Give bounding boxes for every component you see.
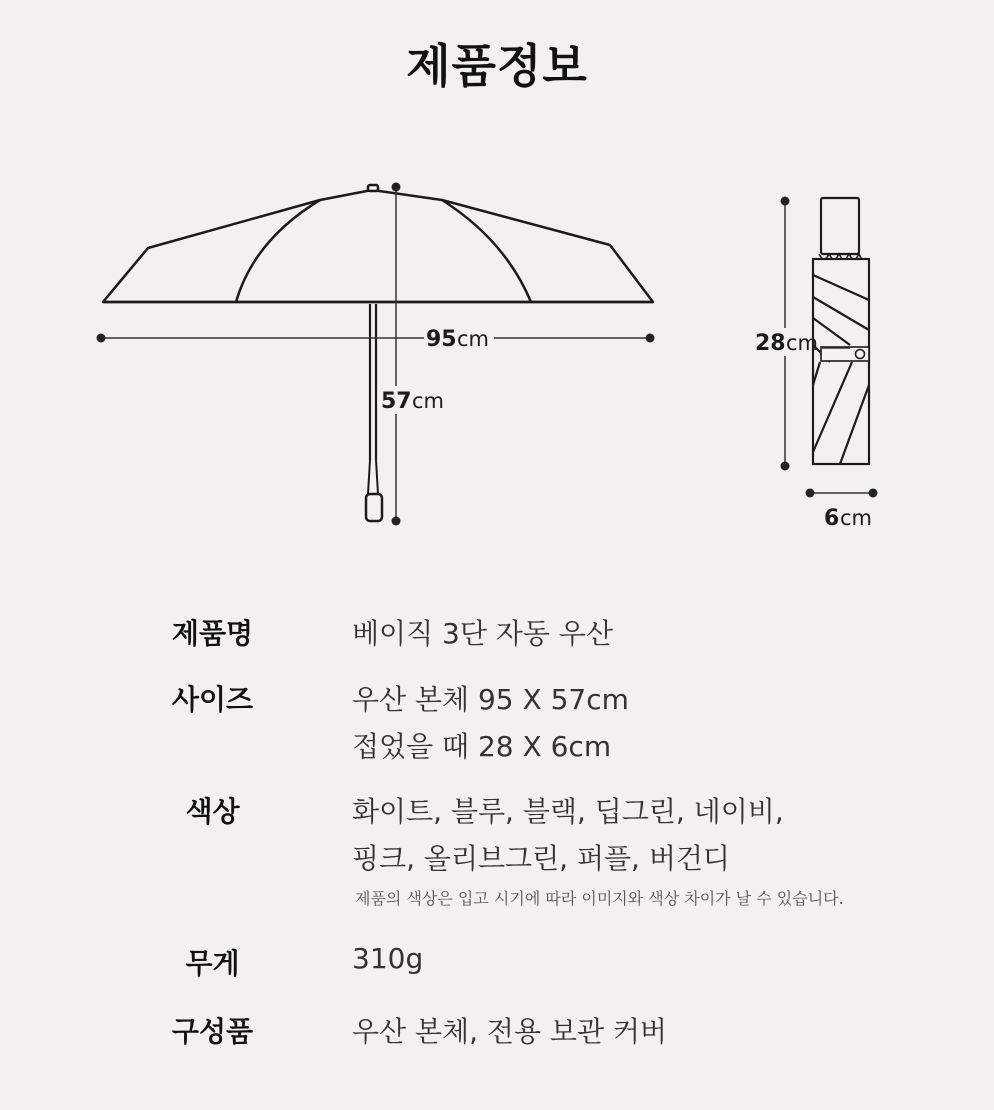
color-disclaimer-note: 제품의 색상은 입고 시기에 따라 이미지와 색상 차이가 날 수 있습니다. <box>355 889 844 908</box>
folded-width-dimension <box>806 489 878 532</box>
folded-width-value: 6 <box>824 506 840 531</box>
spec-label-color: 색상 <box>185 795 240 828</box>
spec-label-size: 사이즈 <box>171 683 254 716</box>
spec-value-color-line2: 핑크, 올리브그린, 퍼플, 버건디 <box>352 842 730 875</box>
open-height-value: 57 <box>381 389 412 414</box>
spec-value-components: 우산 본체, 전용 보관 커버 <box>352 1015 667 1048</box>
spec-label-weight: 무게 <box>185 947 240 980</box>
spec-value-weight: 310g <box>352 942 424 975</box>
spec-value-color-line1: 화이트, 블루, 블랙, 딥그린, 네이비, <box>352 795 784 828</box>
spec-value-size-folded: 접었을 때 28 X 6cm <box>352 730 612 763</box>
page-title: 제품정보 <box>406 39 588 93</box>
folded-length-unit: cm <box>786 331 819 355</box>
open-umbrella-illustration <box>103 185 653 521</box>
spec-label-name: 제품명 <box>171 617 254 650</box>
folded-length-value: 28 <box>755 331 786 356</box>
folded-width-unit: cm <box>840 506 873 530</box>
spec-label-components: 구성품 <box>171 1015 254 1048</box>
open-height-unit: cm <box>412 389 445 413</box>
spec-value-name: 베이직 3단 자동 우산 <box>352 617 613 650</box>
open-width-value: 95 <box>426 327 457 352</box>
open-width-unit: cm <box>457 327 490 351</box>
folded-umbrella-illustration <box>813 198 869 464</box>
spec-value-size-open: 우산 본체 95 X 57cm <box>352 683 629 716</box>
